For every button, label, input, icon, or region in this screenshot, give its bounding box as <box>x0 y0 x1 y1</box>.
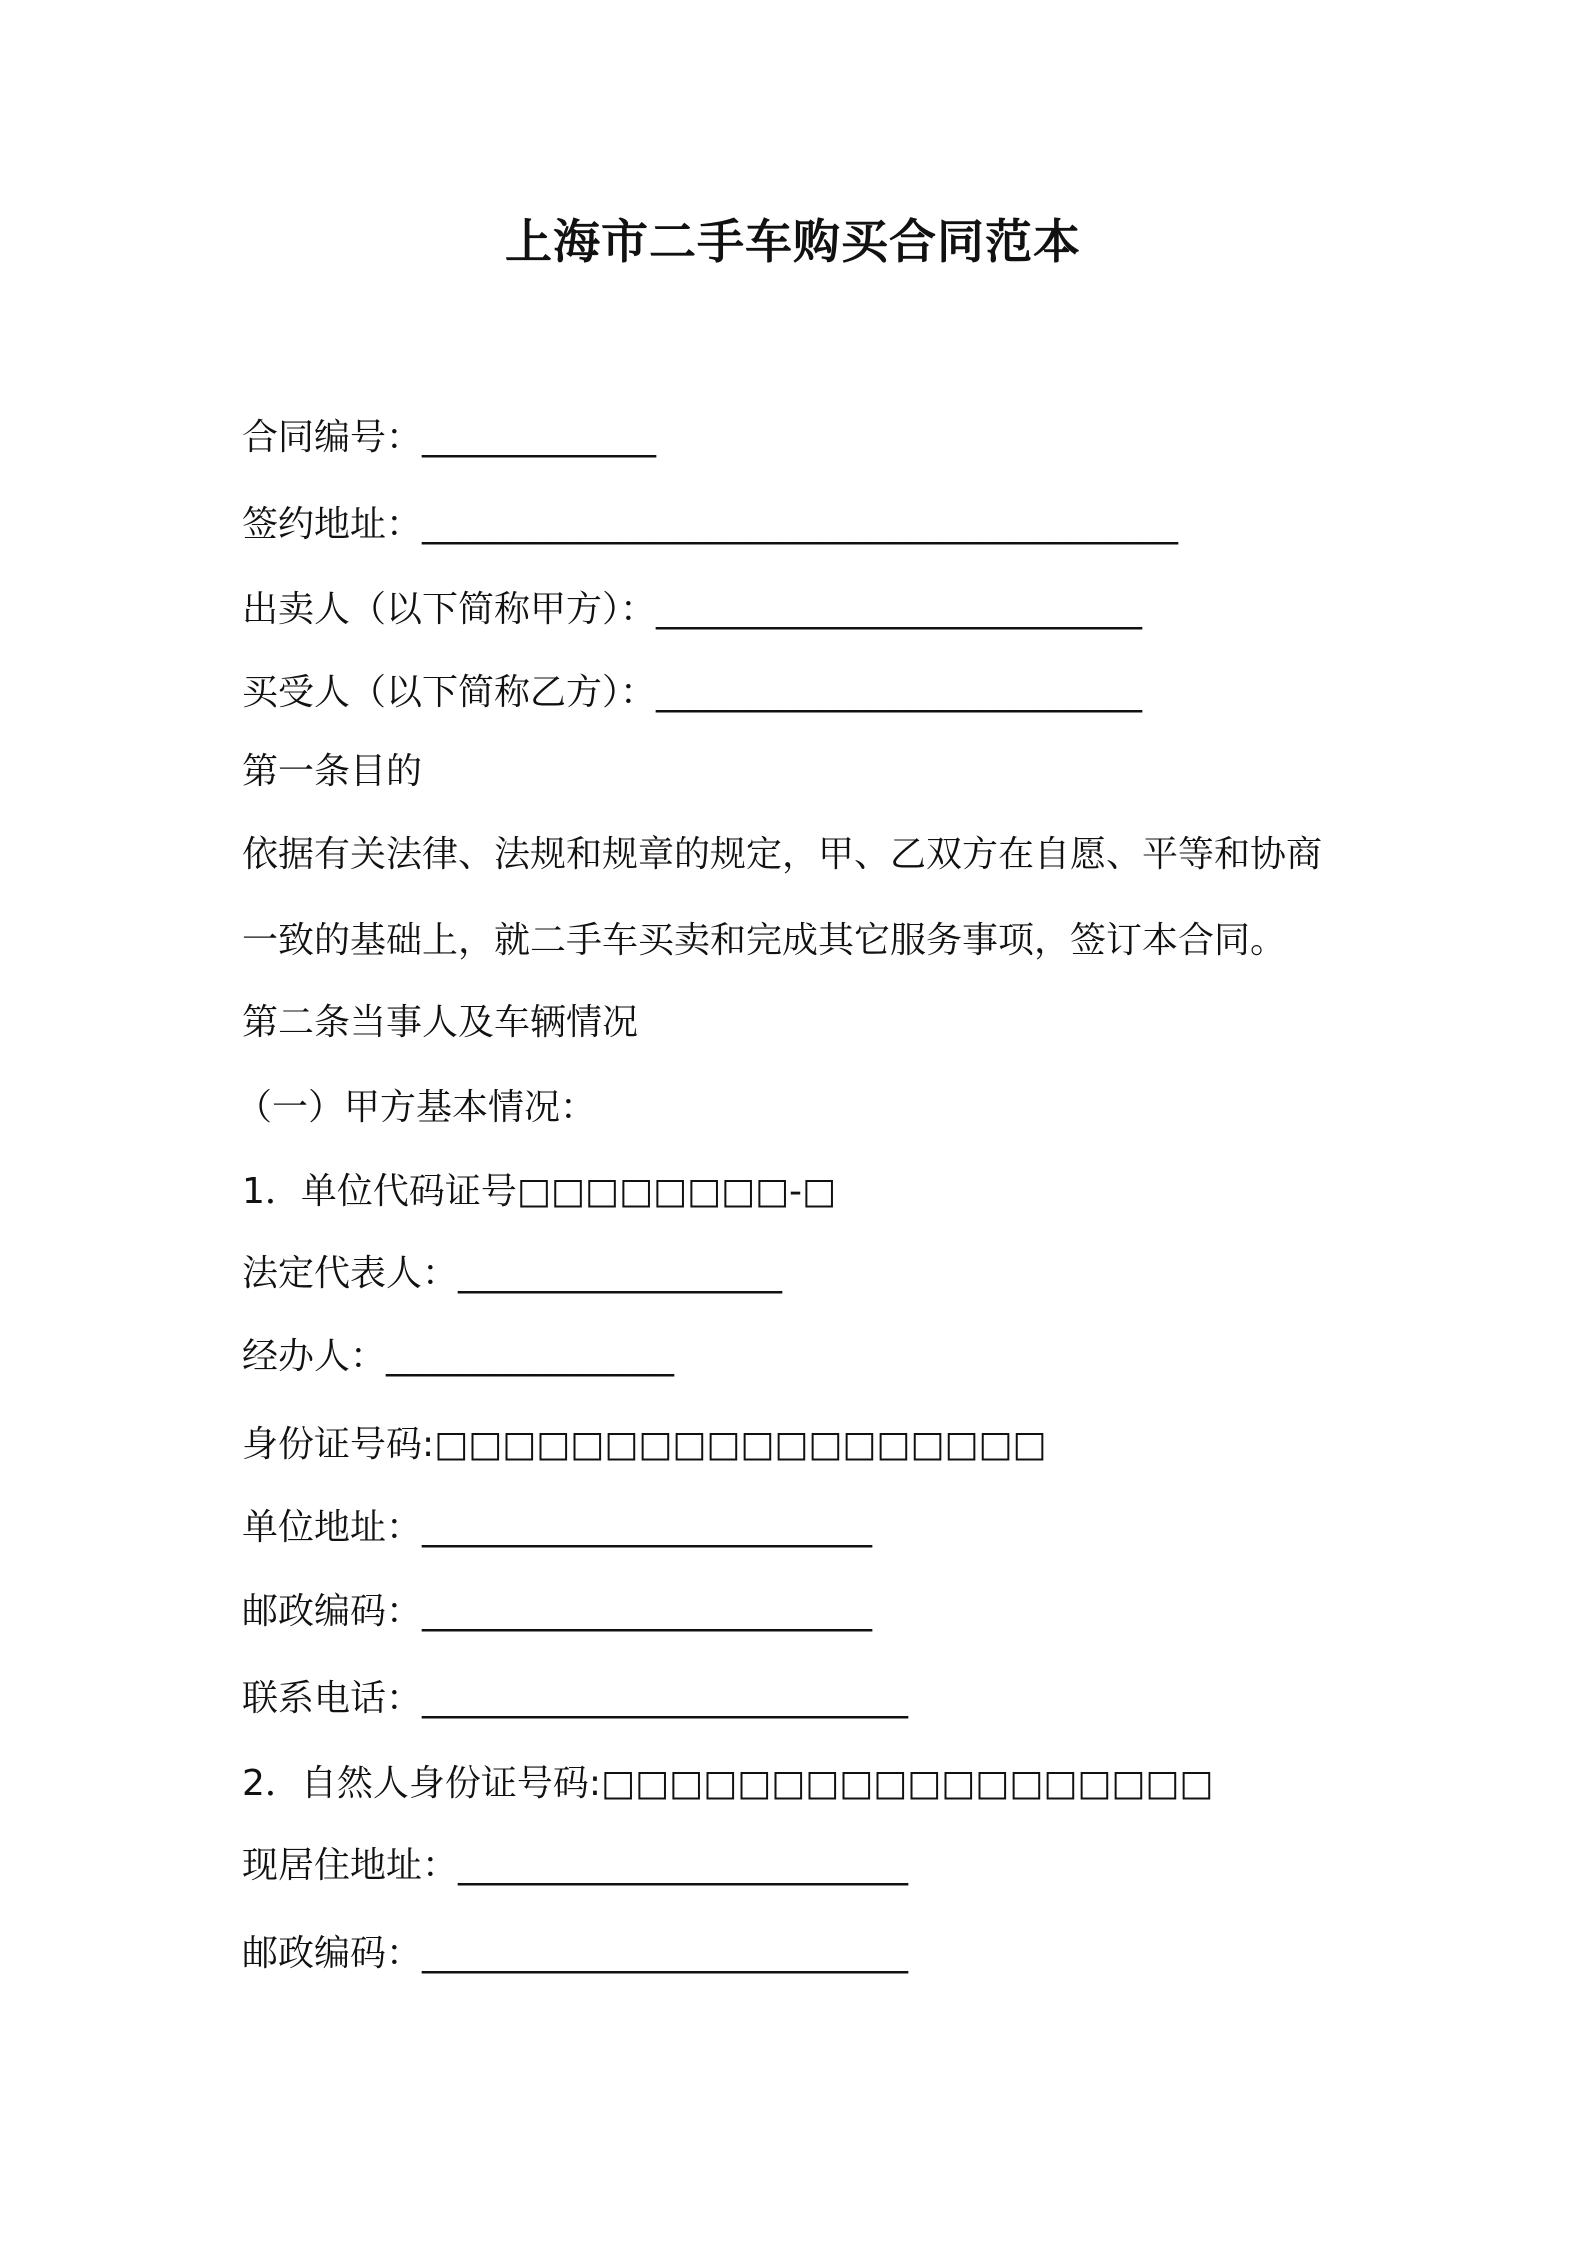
postal-code-line-2: 邮政编码：___________________________ <box>242 1933 909 1974</box>
id-number-line: 身份证号码:□□□□□□□□□□□□□□□□□□ <box>242 1424 1047 1465</box>
residence-address-line: 现居住地址：_________________________ <box>242 1845 909 1886</box>
buyer-line: 买受人（以下简称乙方）：___________________________ <box>242 672 1143 713</box>
natural-person-id-line: 2．自然人身份证号码:□□□□□□□□□□□□□□□□□□ <box>242 1763 1214 1804</box>
article-1-text-line-2: 一致的基础上，就二手车买卖和完成其它服务事项，签订本合同。 <box>242 920 1287 961</box>
unit-code-line: 1．单位代码证号□□□□□□□□-□ <box>242 1171 837 1212</box>
unit-address-line: 单位地址：_________________________ <box>242 1507 873 1548</box>
document-title: 上海市二手车购买合同范本 <box>505 215 1081 270</box>
article-1-heading: 第一条目的 <box>242 751 423 792</box>
phone-line: 联系电话：___________________________ <box>242 1678 909 1719</box>
handler-line: 经办人：________________ <box>242 1336 675 1377</box>
contract-number-line: 合同编号：_____________ <box>242 417 657 458</box>
seller-line: 出卖人（以下简称甲方）：___________________________ <box>242 589 1143 630</box>
party-a-subheading: （一）甲方基本情况： <box>236 1087 597 1128</box>
signing-address-line: 签约地址：__________________________________________ <box>242 504 1179 545</box>
article-2-heading: 第二条当事人及车辆情况 <box>242 1002 639 1043</box>
postal-code-line: 邮政编码：_________________________ <box>242 1591 873 1632</box>
article-1-text-line-1: 依据有关法律、法规和规章的规定，甲、乙双方在自愿、平等和协商 <box>242 834 1323 875</box>
legal-representative-line: 法定代表人：__________________ <box>242 1253 783 1294</box>
